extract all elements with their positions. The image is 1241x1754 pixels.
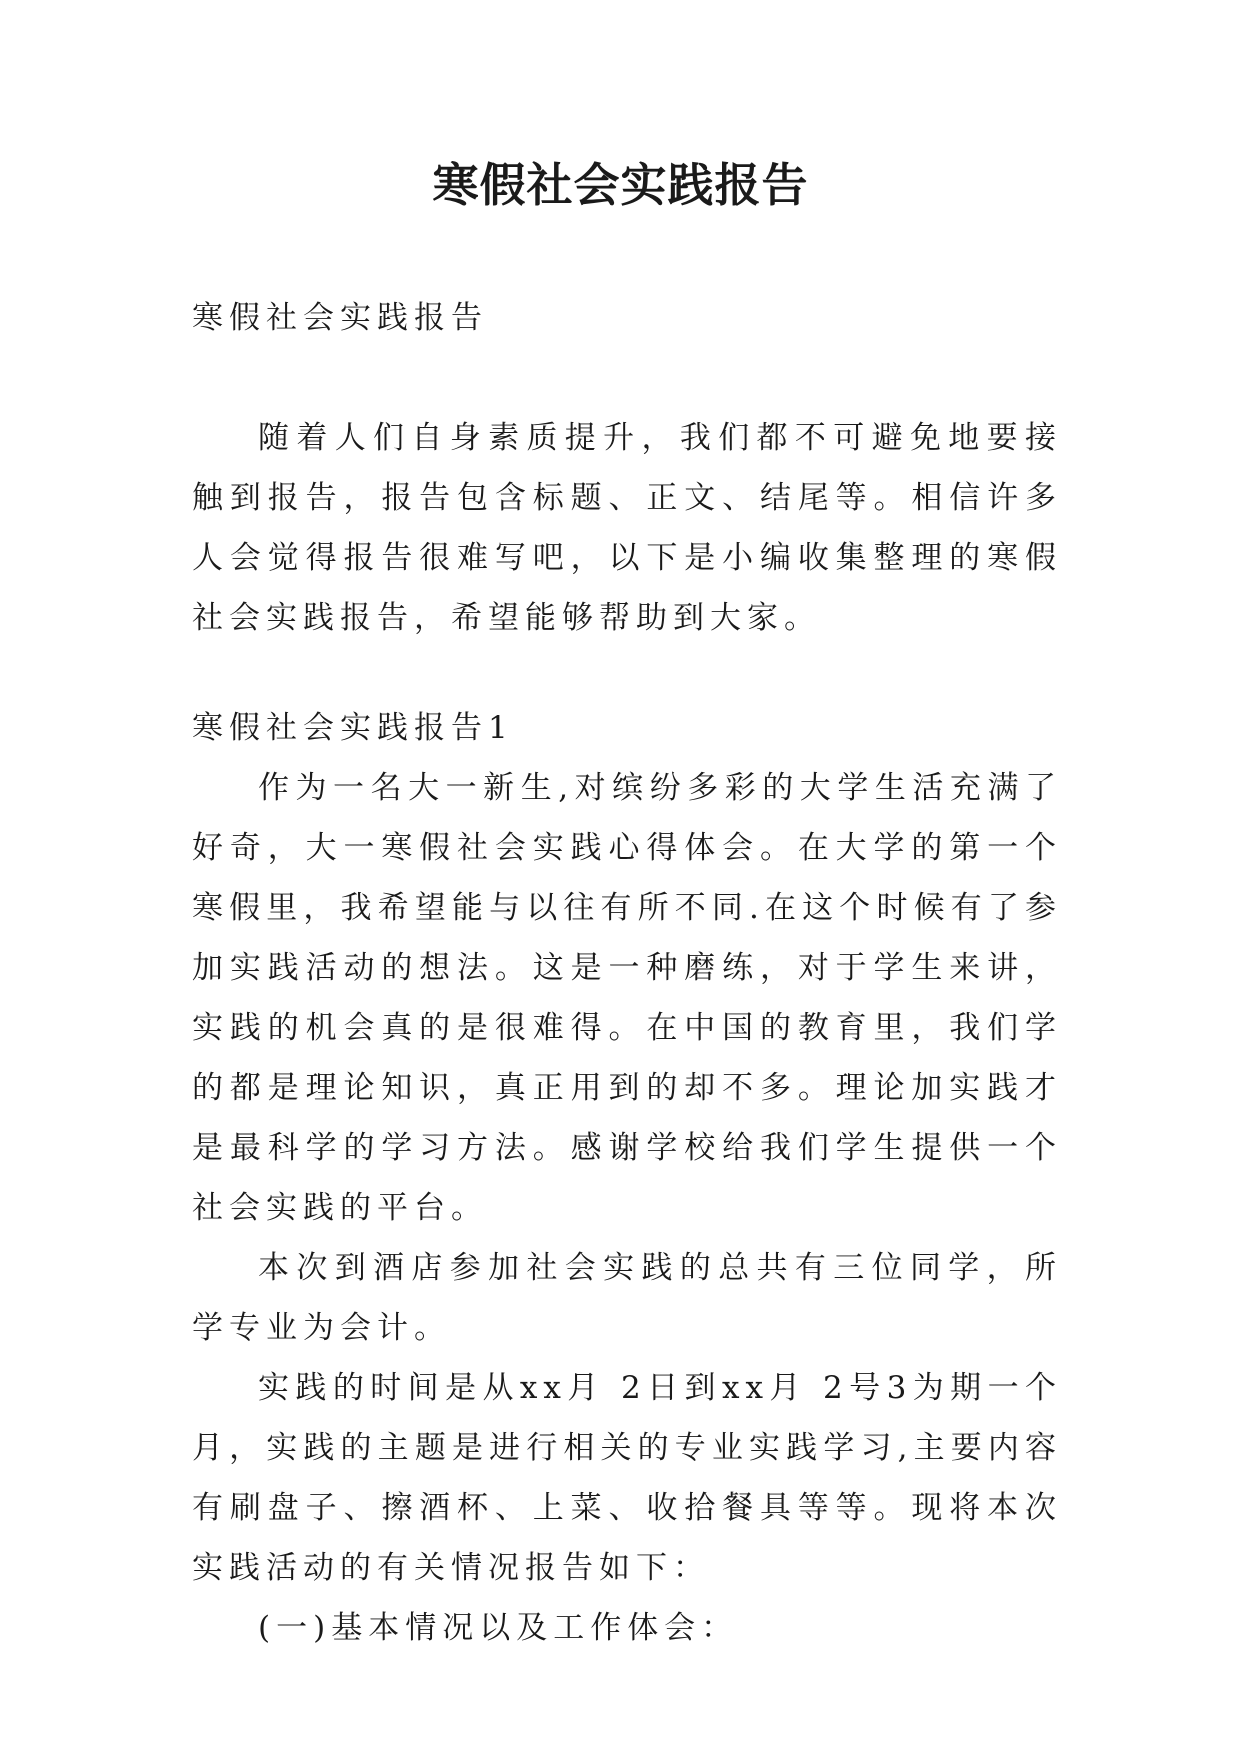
document-title: 寒假社会实践报告 <box>432 158 809 212</box>
document-subtitle <box>192 288 1062 348</box>
intro-paragraph: 随着人们自身素质提升，我们都不可避免地要接触到报告，报告包含标题、正文、结尾等。相信许多人会觉得报告很难写吧，以下是小编收集整理的寒假社会实践报告，希望能够帮助到大家。 <box>192 420 1062 636</box>
body-paragraph-1: 作为一名大一新生,对缤纷多彩的大学生活充满了好奇，大一寒假社会实践心得体会。在大学的第一个寒假里，我希望能与以往有所不同.在这个时候有了参加实践活动的想法。这是一种磨练，对于学生来讲，实践的机会真的是很难得。在中国的教育里，我们学的都是理论知识，真正用到的却不多。理论加实践才是最科学的学习方法。感谢学校给我们学生提供一个社会实践的平台。 <box>192 770 1062 1226</box>
section-1-heading: 寒假社会实践报告1 <box>192 710 514 746</box>
subtitle-text: 寒假社会实践报告 <box>192 300 488 336</box>
intro-block <box>192 408 1062 648</box>
section-1 <box>192 698 1062 1658</box>
body-paragraph-2: 本次到酒店参加社会实践的总共有三位同学，所学专业为会计。 <box>192 1250 1062 1346</box>
body-paragraph-3: 实践的时间是从xx月 2日到xx月 2号3为期一个月，实践的主题是进行相关的专业实践学习,主要内容有刷盘子、擦酒杯、上菜、收拾餐具等等。现将本次实践活动的有关情况报告如下： <box>192 1370 1062 1586</box>
body-paragraph-4: (一)基本情况以及工作体会： <box>258 1610 739 1646</box>
